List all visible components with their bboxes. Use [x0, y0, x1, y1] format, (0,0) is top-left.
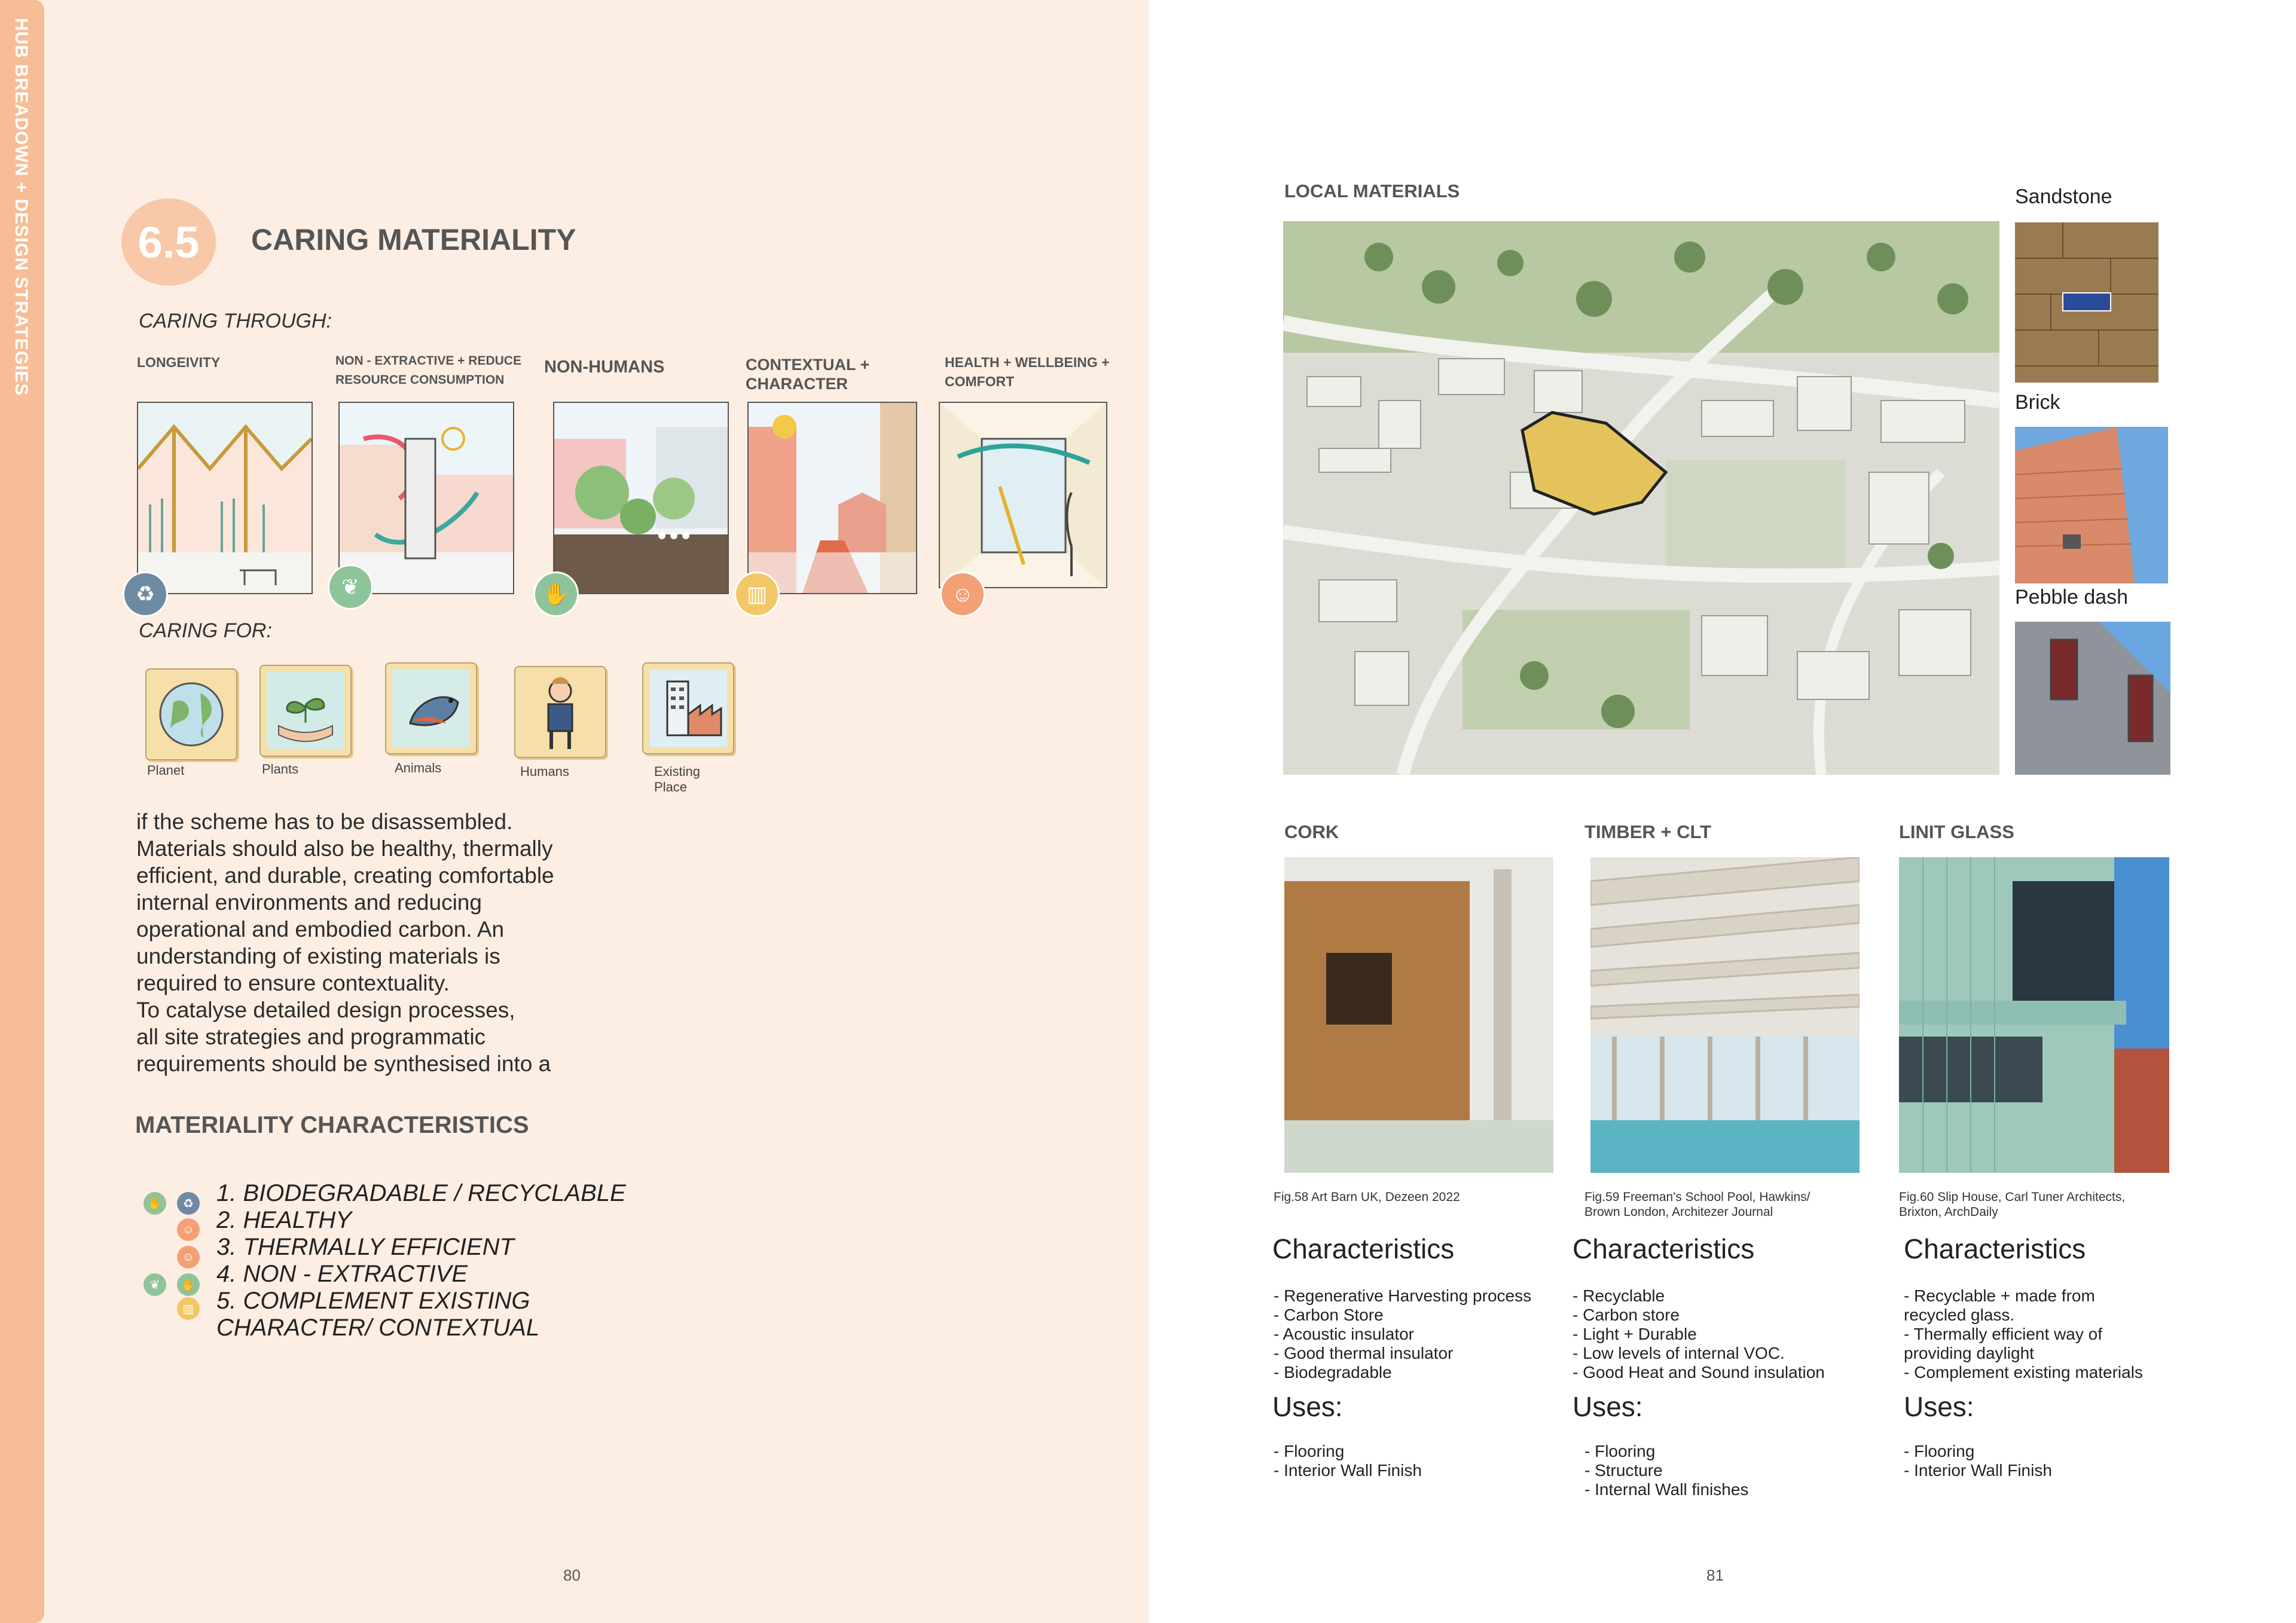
page-number-left: 80 — [563, 1566, 581, 1584]
category-title-line: RESOURCE CONSUMPTION — [335, 373, 505, 387]
list-item: - Complement existing materials — [1904, 1363, 2143, 1381]
cork-characteristics-heading: Characteristics — [1272, 1233, 1455, 1264]
leaf-icon: ❦ — [144, 1273, 166, 1296]
non-extractive-illustration — [338, 402, 514, 594]
plant-hand-icon — [261, 666, 350, 756]
longevity-illustration — [137, 402, 313, 594]
planet-icon — [146, 670, 236, 759]
health-illustration — [939, 402, 1107, 588]
materiality-heading: MATERIALITY CHARACTERISTICS — [135, 1112, 529, 1138]
glass-characteristics-list — [1904, 1286, 2143, 1382]
list-item: - Recyclable + made from — [1904, 1286, 2095, 1305]
timber-caption — [1584, 1190, 1871, 1219]
category-title-health — [945, 353, 1136, 391]
timber-characteristics-list — [1573, 1286, 1825, 1382]
hand-plant-icon: ✋ — [177, 1273, 200, 1296]
materiality-item: 1. BIODEGRADABLE / RECYCLABLE — [216, 1180, 626, 1206]
body-line: Materials should also be healthy, thermally — [136, 836, 553, 861]
timber-clt-heading: TIMBER + CLT — [1584, 821, 1712, 842]
glass-house-photo — [1899, 857, 2169, 1173]
contextual-illustration — [747, 402, 917, 594]
section-number-badge: 6.5 — [121, 198, 216, 286]
list-item: recycled glass. — [1904, 1306, 2015, 1324]
planet-tile — [145, 668, 237, 760]
animals-label: Animals — [395, 760, 442, 775]
brick-label: Brick — [2015, 391, 2060, 414]
category-title-line: NON-HUMANS — [544, 357, 665, 377]
bird-icon — [386, 664, 476, 753]
timber-pool-photo — [1590, 857, 1860, 1173]
list-item: - Low levels of internal VOC. — [1573, 1344, 1785, 1362]
timber-uses-list — [1584, 1442, 1748, 1499]
category-title-non-humans — [544, 357, 723, 377]
sandstone-photo — [2015, 222, 2158, 383]
body-line: if the scheme has to be disassembled. — [136, 809, 513, 834]
glass-uses-list — [1904, 1442, 2052, 1480]
list-item: - Thermally efficient way of — [1904, 1325, 2102, 1343]
cork-caption — [1274, 1190, 1561, 1205]
existing-place-tile — [642, 662, 734, 754]
body-line: understanding of existing materials is — [136, 944, 500, 968]
plants-tile — [259, 665, 352, 757]
list-item: - Carbon store — [1573, 1306, 1680, 1324]
list-item: - Carbon Store — [1274, 1306, 1384, 1324]
body-line: requirements should be synthesised into a — [136, 1052, 551, 1076]
person-icon: ☺ — [940, 571, 985, 617]
recycle-building-icon: ♻ — [123, 571, 168, 617]
timber-uses-heading: Uses: — [1573, 1391, 1643, 1422]
site-aerial-map — [1283, 221, 1999, 775]
cork-uses-heading: Uses: — [1272, 1391, 1343, 1422]
caring-through-label: CARING THROUGH: — [139, 310, 332, 332]
pebble-dash-photo — [2015, 622, 2170, 775]
cork-characteristics-list — [1274, 1286, 1531, 1382]
humans-label: Humans — [520, 764, 569, 779]
category-title-longevity — [137, 353, 316, 372]
list-item: - Interior Wall Finish — [1274, 1461, 1422, 1480]
person-icon: ☺ — [177, 1218, 200, 1241]
list-item: - Regenerative Harvesting process — [1274, 1286, 1532, 1305]
cork-uses-list — [1274, 1442, 1422, 1480]
animals-tile — [385, 662, 477, 754]
list-item: - Light + Durable — [1573, 1325, 1697, 1343]
body-line: operational and embodied carbon. An — [136, 917, 505, 942]
body-line: all site strategies and programmatic — [136, 1025, 486, 1049]
list-item: - Structure — [1584, 1461, 1663, 1480]
humans-tile — [514, 666, 606, 758]
book-icon: ▥ — [177, 1297, 200, 1320]
category-title-contextual — [746, 355, 925, 393]
planet-label: Planet — [147, 763, 185, 778]
body-paragraph — [136, 808, 627, 1077]
list-item: - Recyclable — [1573, 1286, 1665, 1305]
category-title-line: CONTEXTUAL + — [746, 356, 870, 374]
cork-heading: CORK — [1284, 821, 1339, 842]
list-item: - Acoustic insulator — [1274, 1325, 1414, 1343]
buildings-icon — [643, 664, 733, 753]
caption-line: Fig.59 Freeman's School Pool, Hawkins/ — [1584, 1190, 1810, 1204]
category-title-non-extractive — [335, 352, 539, 390]
list-item: - Flooring — [1274, 1442, 1345, 1460]
caring-for-label: CARING FOR: — [139, 619, 272, 642]
caption-line: Brown London, Architezer Journal — [1584, 1205, 1773, 1219]
section-title: CARING MATERIALITY — [251, 223, 576, 256]
cork-photo — [1284, 857, 1553, 1173]
materiality-list — [216, 1180, 626, 1341]
materiality-item: CHARACTER/ CONTEXTUAL — [216, 1315, 540, 1341]
book-icon: ▥ — [734, 571, 780, 617]
category-title-line: NON - EXTRACTIVE + REDUCE — [335, 354, 521, 368]
materiality-item: 3. THERMALLY EFFICIENT — [216, 1234, 514, 1260]
hand-plant-icon: ✋ — [144, 1192, 166, 1215]
materiality-item: 5. COMPLEMENT EXISTING — [216, 1288, 530, 1314]
hand-plant-icon: ✋ — [533, 571, 579, 617]
local-materials-heading: LOCAL MATERIALS — [1284, 181, 1460, 201]
materiality-item: 4. NON - EXTRACTIVE — [216, 1261, 468, 1287]
plants-label: Plants — [262, 762, 299, 777]
pebble-dash-label: Pebble dash — [2015, 586, 2129, 609]
label-line: Place — [654, 780, 688, 794]
category-title-line: HEALTH + WELLBEING + — [945, 354, 1110, 370]
non-humans-illustration — [553, 402, 729, 594]
timber-characteristics-heading: Characteristics — [1573, 1233, 1755, 1264]
list-item: - Flooring — [1904, 1442, 1975, 1460]
leaf-icon: ❦ — [328, 564, 373, 610]
body-line: required to ensure contextuality. — [136, 971, 450, 995]
caption-line: Brixton, ArchDaily — [1899, 1205, 1998, 1219]
category-title-line: LONGEIVITY — [137, 354, 221, 370]
materiality-item: 2. HEALTHY — [216, 1207, 352, 1233]
sandstone-label: Sandstone — [2015, 185, 2112, 208]
caption-line: Fig.58 Art Barn UK, Dezeen 2022 — [1274, 1190, 1460, 1204]
body-line: efficient, and durable, creating comfortable — [136, 863, 554, 888]
caption-line: Fig.60 Slip House, Carl Tuner Architects, — [1899, 1190, 2126, 1204]
category-title-line: COMFORT — [945, 374, 1015, 389]
body-line: To catalyse detailed design processes, — [136, 998, 515, 1022]
existing-place-label — [654, 764, 700, 795]
page-number-right: 81 — [1706, 1566, 1724, 1584]
recycle-building-icon: ♻ — [177, 1192, 200, 1215]
category-title-line: CHARACTER — [746, 375, 848, 393]
body-line: internal environments and reducing — [136, 890, 482, 915]
brick-photo — [2015, 427, 2168, 583]
glass-characteristics-heading: Characteristics — [1904, 1233, 2086, 1264]
list-item: providing daylight — [1904, 1344, 2034, 1362]
glass-uses-heading: Uses: — [1904, 1391, 1974, 1422]
list-item: - Good thermal insulator — [1274, 1344, 1454, 1362]
linit-glass-heading: LINIT GLASS — [1899, 821, 2014, 842]
human-icon — [515, 667, 605, 757]
list-item: - Flooring — [1584, 1442, 1656, 1460]
side-tab-label: HUB BREADOWN + DESIGN STRATEGIES — [11, 18, 31, 396]
label-line: Existing — [654, 764, 701, 779]
list-item: - Interior Wall Finish — [1904, 1461, 2052, 1480]
glass-caption — [1899, 1190, 2186, 1219]
list-item: - Good Heat and Sound insulation — [1573, 1363, 1825, 1381]
list-item: - Biodegradable — [1274, 1363, 1392, 1381]
list-item: - Internal Wall finishes — [1584, 1480, 1749, 1499]
person-icon: ☺ — [177, 1246, 200, 1269]
